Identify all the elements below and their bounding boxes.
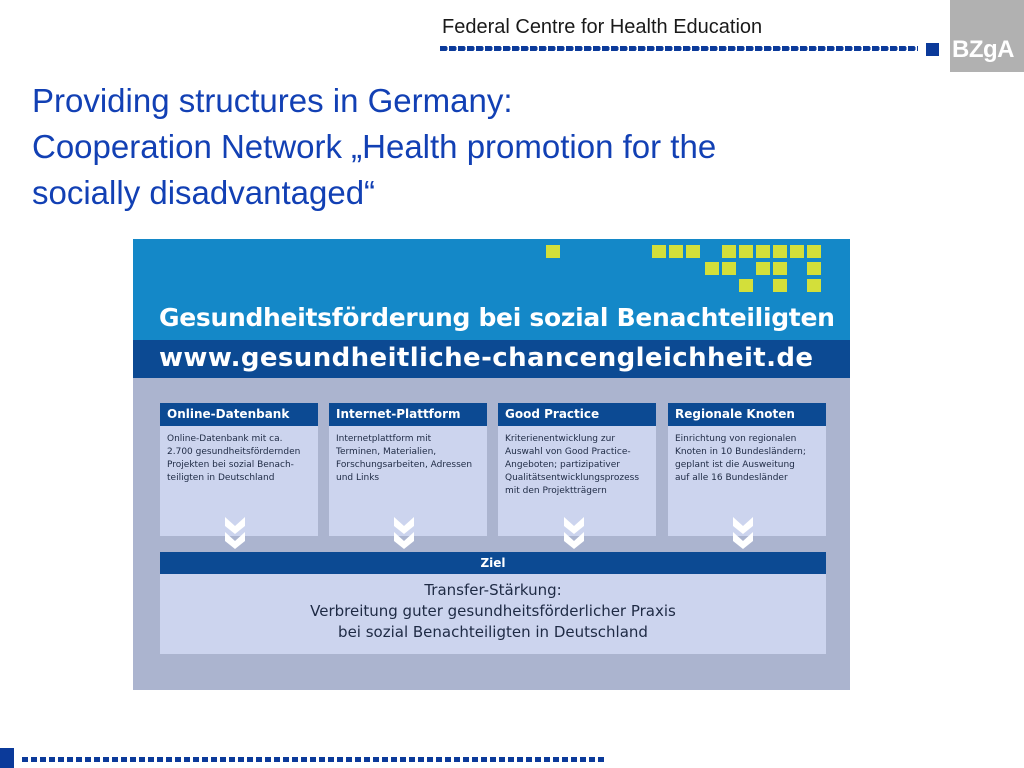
panel-text-line: auf alle 16 Bundesländer [675, 473, 788, 483]
down-arrow-icon [561, 517, 587, 551]
panel-text-line: Einrichtung von regionalen [675, 434, 797, 444]
panel-text-line: Internetplattform mit [336, 434, 432, 444]
decor-square [739, 245, 753, 258]
goal-text-line: Transfer-Stärkung: [424, 581, 562, 599]
panel-description [336, 433, 484, 485]
panel-text-line: Angeboten; partizipativer [505, 460, 620, 470]
panel-title: Good Practice [498, 403, 656, 426]
decor-square [807, 279, 821, 292]
goal-box [160, 552, 826, 654]
down-arrow-icon [391, 517, 417, 551]
title-line-3: socially disadvantaged“ [32, 174, 376, 211]
decor-square [722, 245, 736, 258]
goal-text-line: bei sozial Benachteiligten in Deutschland [338, 623, 648, 641]
decor-square [669, 245, 683, 258]
panel-text-line: Online-Datenbank mit ca. [167, 434, 283, 444]
decor-square [773, 262, 787, 275]
goal-text-line: Verbreitung guter gesundheitsförderlicher Praxis [310, 602, 676, 620]
decor-square [773, 279, 787, 292]
diagram-url: www.gesundheitliche-chancengleichheit.de [159, 343, 814, 373]
down-arrow-icon [222, 517, 248, 551]
decor-square [756, 245, 770, 258]
goal-title: Ziel [160, 552, 826, 574]
footer-square-marker [0, 748, 14, 768]
decor-square [652, 245, 666, 258]
panel-text-line: Knoten in 10 Bundesländern; [675, 447, 806, 457]
panel-description [675, 433, 823, 485]
decor-square [790, 245, 804, 258]
down-arrow-icon [730, 517, 756, 551]
header-square-marker [926, 43, 939, 56]
panel-description [167, 433, 315, 485]
decor-square [773, 245, 787, 258]
panel-title: Regionale Knoten [668, 403, 826, 426]
panel-text-line: Terminen, Materialien, [336, 447, 437, 457]
logo-text: BZgA [952, 36, 1014, 63]
panel-text-line: und Links [336, 473, 380, 483]
panel-text-line: Auswahl von Good Practice- [505, 447, 631, 457]
panel-text-line: Qualitätsentwicklungsprozess [505, 473, 640, 483]
decor-square [807, 245, 821, 258]
decor-square [686, 245, 700, 258]
header-dotted-rule [440, 46, 918, 51]
panel-text-line: mit den Projektträgern [505, 486, 607, 496]
decor-square [705, 262, 719, 275]
decor-square [722, 262, 736, 275]
panel-text-line: Projekten bei sozial Benach- [167, 460, 294, 470]
panel-text-line: teiligten in Deutschland [167, 473, 275, 483]
panel-text-line: Kriterienentwicklung zur [505, 434, 616, 444]
title-line-1: Providing structures in Germany: [32, 82, 513, 119]
panel-text-line: 2.700 gesundheitsfördernden [167, 447, 301, 457]
slide-title [32, 78, 912, 216]
network-diagram [133, 239, 850, 690]
goal-description [160, 580, 826, 643]
footer-dotted-rule [22, 757, 606, 762]
title-line-2: Cooperation Network „Health promotion for the [32, 128, 717, 165]
decor-square [756, 262, 770, 275]
decor-square [807, 262, 821, 275]
panel-description [505, 433, 653, 498]
organization-name: Federal Centre for Health Education [442, 16, 763, 38]
panel-text-line: geplant ist die Ausweitung [675, 460, 795, 470]
panel-title: Online-Datenbank [160, 403, 318, 426]
diagram-heading: Gesundheitsförderung bei sozial Benachteiligten [159, 303, 835, 332]
decor-square [739, 279, 753, 292]
panel-title: Internet-Plattform [329, 403, 487, 426]
panel-text-line: Forschungsarbeiten, Adressen [336, 460, 473, 470]
decor-square [546, 245, 560, 258]
